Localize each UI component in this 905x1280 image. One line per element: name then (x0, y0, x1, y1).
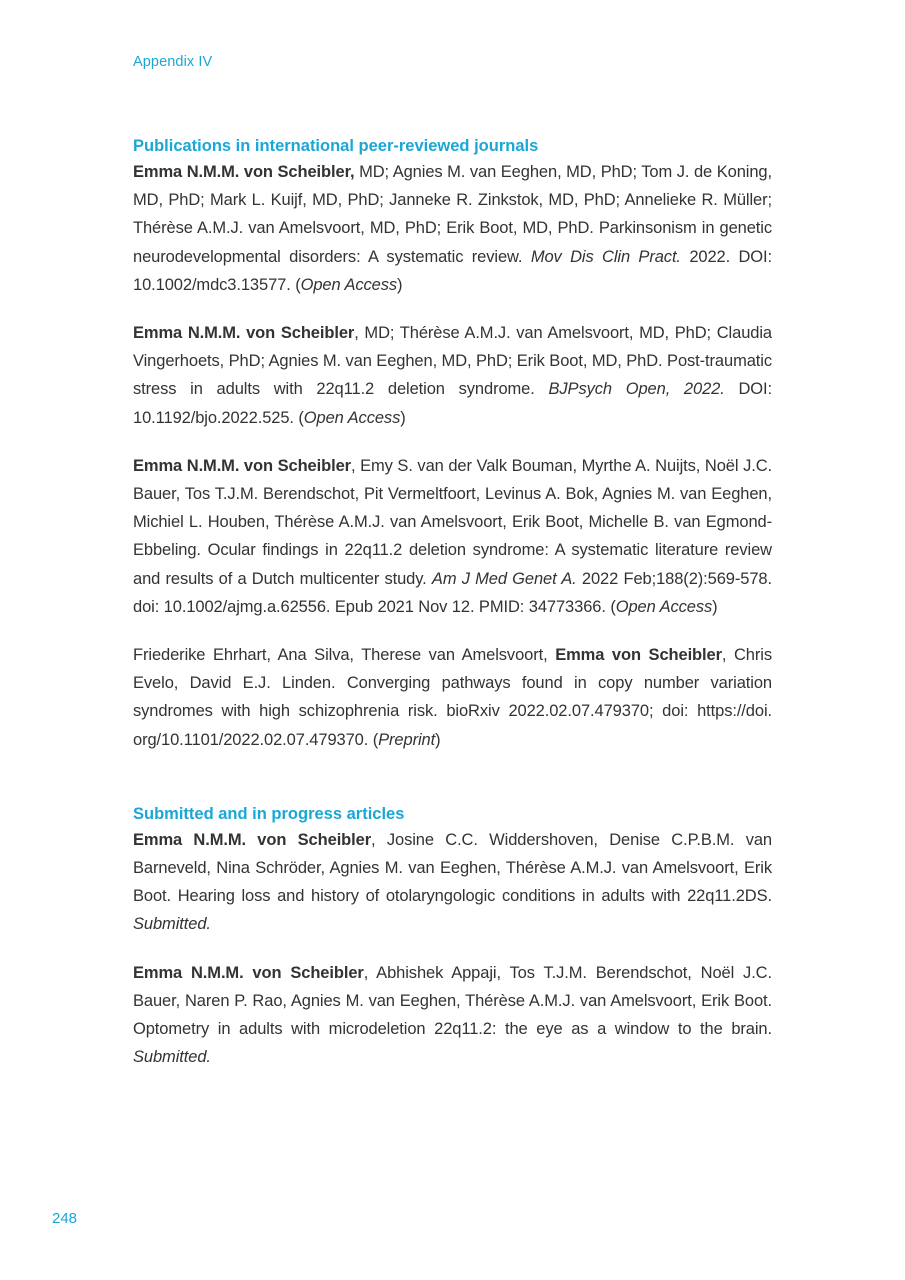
citation-text: MD; Agnies M. van Eeghen, MD, PhD; Tom J. de Koning, MD, PhD; Mark L. Kuijf, MD, PhD; Janneke R. Zinkstok, MD, PhD; Annelieke R. Müller; Thérèse A.M.J. van Amelsvoort, MD, PhD; Erik Boot, MD, PhD. Parkinsonism in genetic neurodevelopmental disorders: A systematic review. (133, 163, 772, 266)
citation-text: , Emy S. van der Valk Bouman, Myrthe A. Nuijts, Noël J.C. Bauer, Tos T.J.M. Berendschot, Pit Vermeltfoort, Levinus A. Bok, Agnies M. van Eeghen, Michiel L. Houben, Thérèse A.M.J. van Amelsvoort, Erik Boot, Michelle B. van Egmond-Ebbeling. Ocular findings in 22q11.2 deletion syndrome: A systematic literature review and results of a Dutch multicenter study. (133, 456, 773, 588)
publication-entry (133, 959, 772, 1072)
journal-name: BJPsych Open, 2022. (548, 380, 725, 399)
section-peer-reviewed (133, 134, 772, 754)
author-name: Emma N.M.M. von Scheibler, (133, 163, 355, 181)
citation-text: , Josine C.C. Widdershoven, Denise C.P.B.M. van Barneveld, Nina Schröder, Agnies M. van Eeghen, Thérèse A.M.J. van Amelsvoort, Erik Boot. Hearing loss and history of otolaryngologic conditions in adults with 22q11.2DS. (133, 830, 772, 906)
citation-text: 2022 Feb;188(2):569-578. doi: 10.1002/ajmg.a.62556. Epub 2021 Nov 12. PMID: 34773366. ( (133, 569, 772, 616)
page-number: 248 (52, 1210, 78, 1227)
access-status: Open Access (615, 597, 713, 616)
citation-text: Friederike Ehrhart, Ana Silva, Therese van Amelsvoort, (133, 646, 556, 665)
citation-text: , Abhishek Appaji, Tos T.J.M. Berendschot, Noël J.C. Bauer, Naren P. Rao, Agnies M. van Eeghen, Thérèse A.M.J. van Amelsvoort, Erik Boot. Optometry in adults with microdeletion 22q11.2: the eye as a window to the brain. (133, 963, 772, 1039)
author-name: Emma von Scheibler (555, 646, 722, 665)
citation-text: ) (435, 730, 441, 749)
access-status: Open Access (300, 275, 398, 294)
section-heading: Submitted and in progress articles (133, 804, 405, 823)
journal-name: Mov Dis Clin Pract. (530, 247, 681, 266)
citation-text: ) (400, 408, 406, 427)
publication-entry (133, 319, 772, 432)
publication-entry (133, 826, 772, 939)
journal-name: Am J Med Genet A. (431, 569, 577, 588)
citation-text: ) (712, 597, 718, 616)
citation-text: ) (397, 275, 403, 294)
access-status: Open Access (303, 408, 401, 427)
author-name: Emma N.M.M. von Scheibler (133, 963, 364, 982)
publication-entry (133, 452, 772, 621)
citation-text: 2022. DOI: 10.1002/mdc3.13577. ( (133, 247, 773, 294)
running-head: Appendix IV (133, 54, 213, 70)
publication-list (133, 134, 772, 1091)
citation-text: , MD; Thérèse A.M.J. van Amelsvoort, MD, PhD; Claudia Vingerhoets, PhD; Agnies M. van Eeghen, MD, PhD; Erik Boot, MD, PhD. Post-traumatic stress in adults with 22q11.2 deletion syndrome. (133, 324, 772, 399)
author-name: Emma N.M.M. von Scheibler (133, 830, 372, 849)
status-note: Submitted. (133, 915, 211, 934)
access-status: Preprint (378, 730, 436, 749)
section-submitted (133, 802, 772, 1072)
citation-text: , Chris Evelo, David E.J. Linden. Converging pathways found in copy number variation syndromes with high schizophrenia risk. bioRxiv 2022.02.07.479370; doi: https://doi. org/10.1101/2022.02.07.479370. ( (133, 646, 772, 749)
section-heading: Publications in international peer-reviewed journals (133, 137, 539, 155)
author-name: Emma N.M.M. von Scheibler (133, 324, 355, 343)
author-name: Emma N.M.M. von Scheibler (133, 456, 351, 475)
citation-text: DOI: 10.1192/bjo.2022.525. ( (133, 380, 772, 427)
publication-entry (133, 641, 772, 754)
status-note: Submitted. (133, 1048, 211, 1067)
publication-entry (133, 158, 772, 299)
